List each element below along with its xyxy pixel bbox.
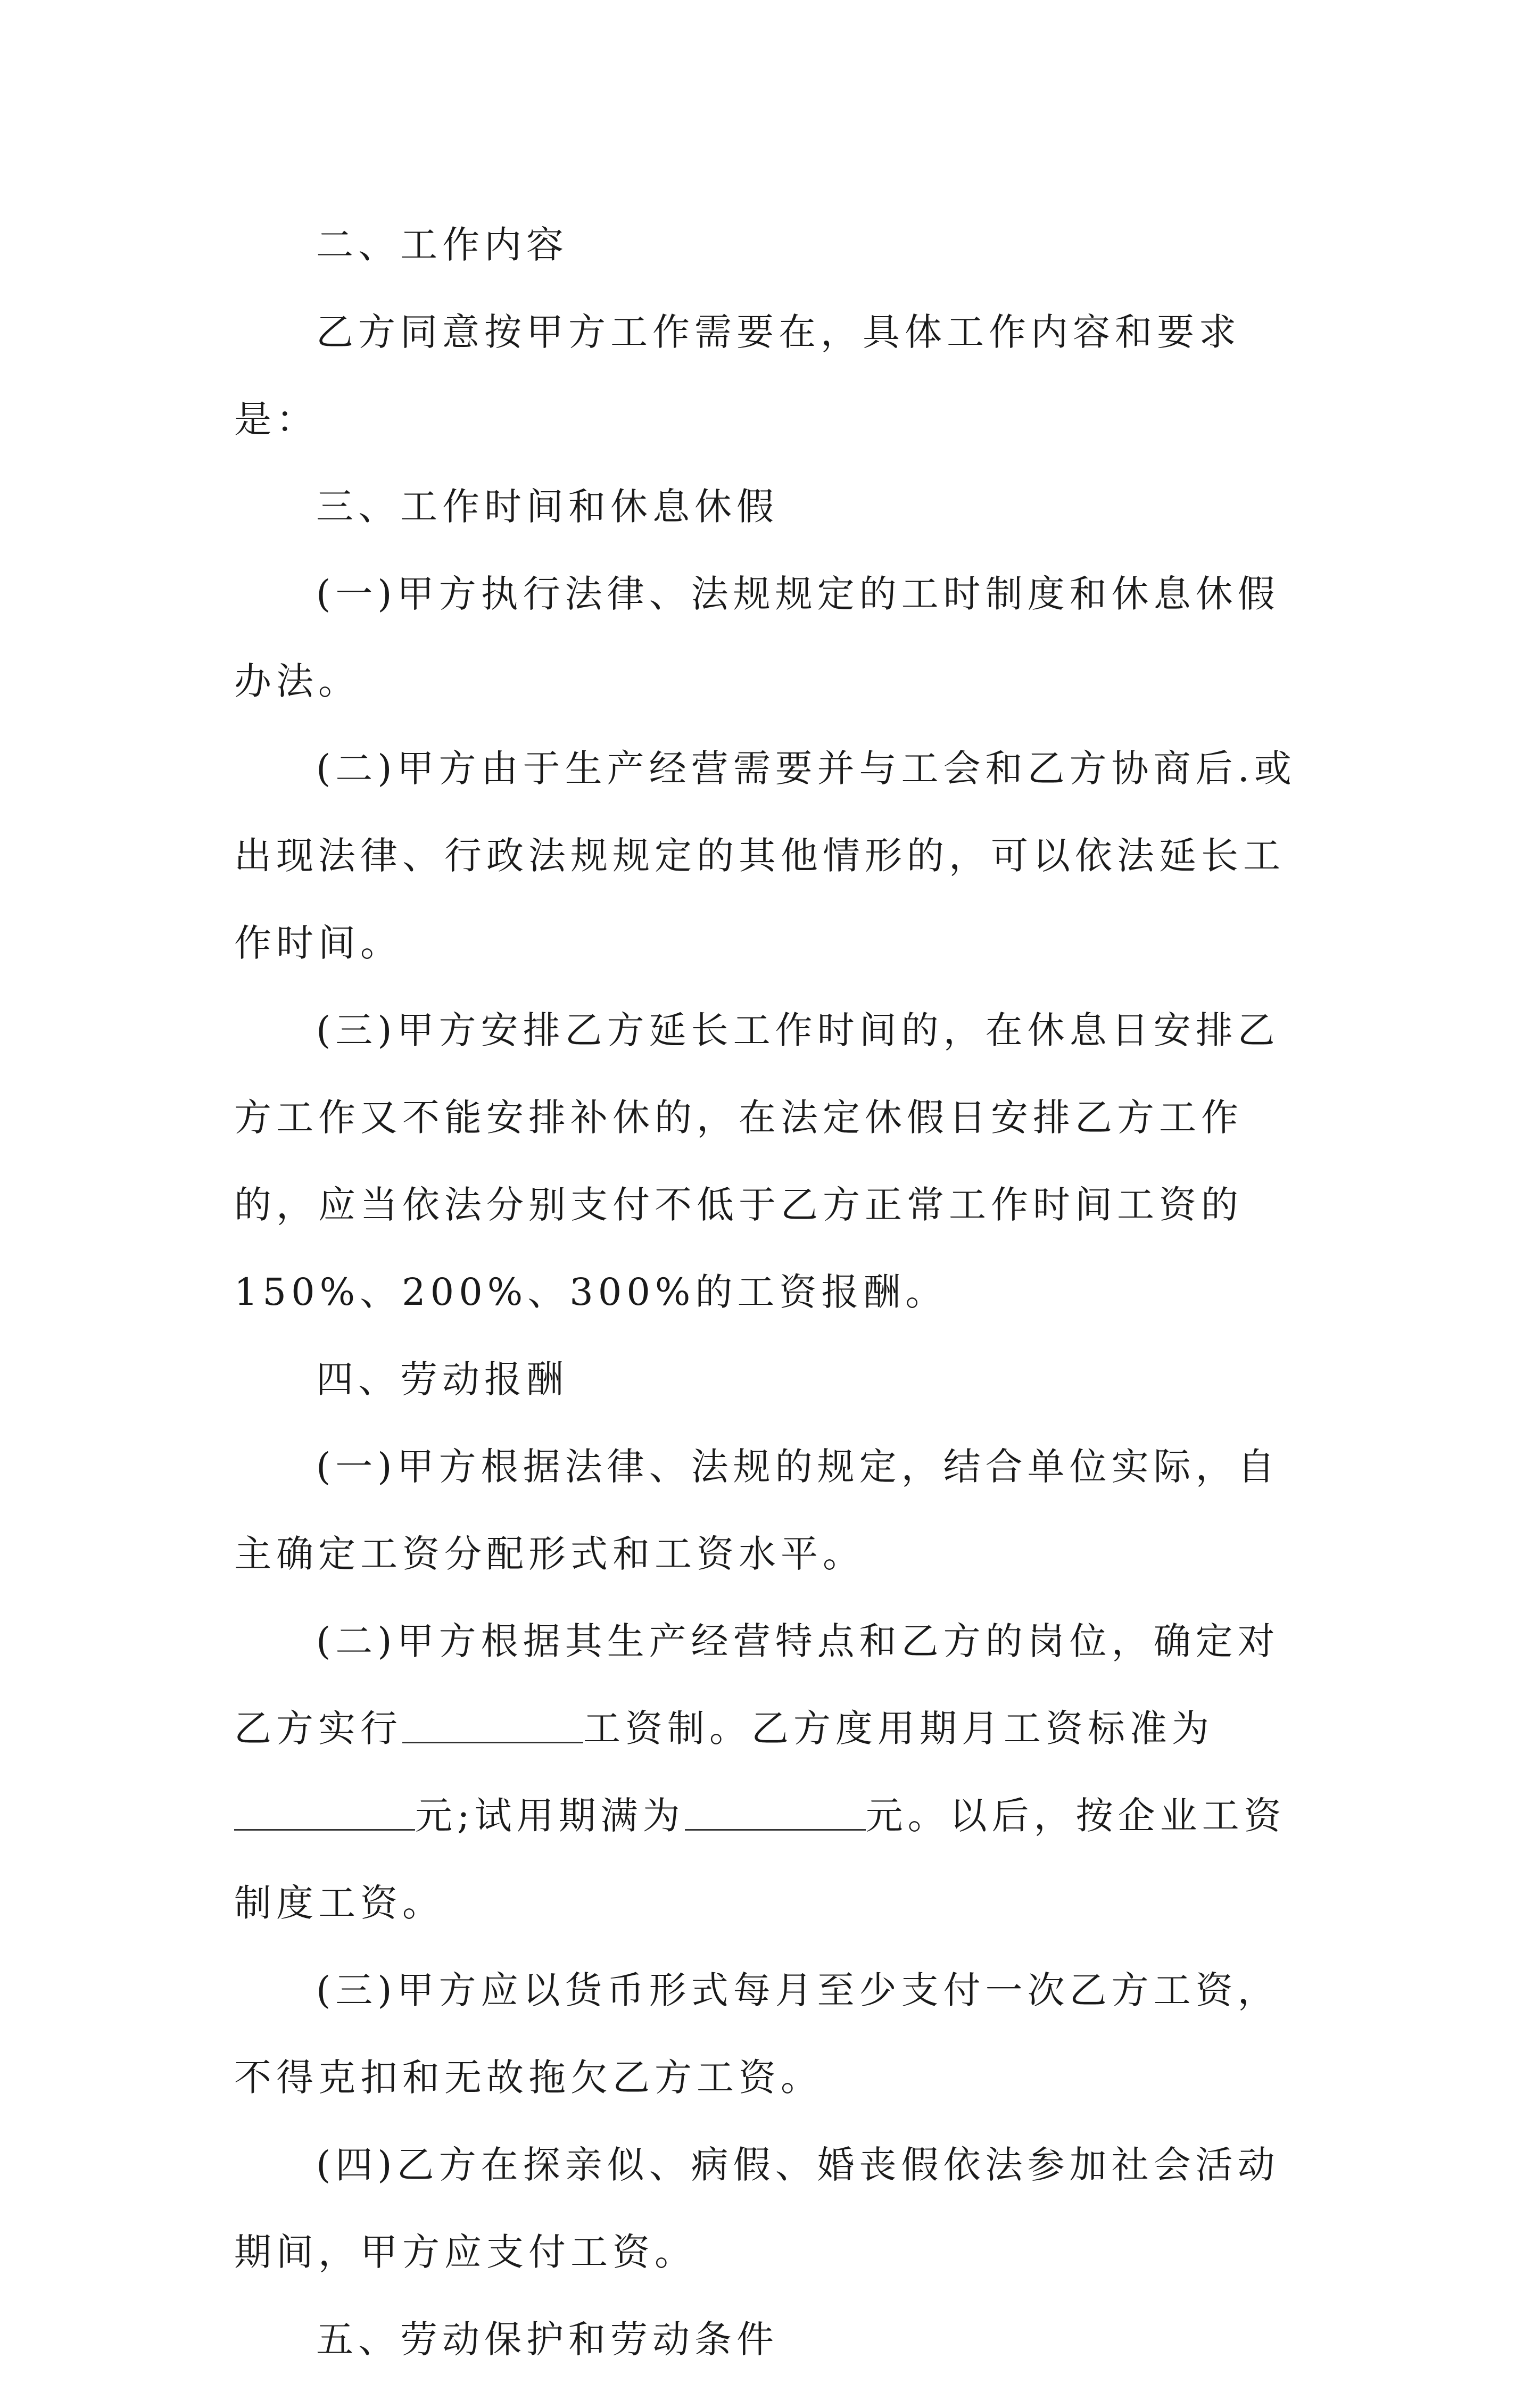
section-heading-working-hours: 三、工作时间和休息休假: [316, 485, 779, 528]
section-heading-remuneration: 四、劳动报酬: [316, 1358, 568, 1401]
clause-hours-1: (一)甲方执行法律、法规规定的工时制度和休息休假办法。: [234, 572, 1280, 703]
wage-clause-text-1: (二)甲方根据其生产经营特点和乙方的岗位，确定对乙方实行: [234, 1619, 1280, 1750]
paragraph-work-content: 乙方同意按甲方工作需要在，具体工作内容和要求是：: [234, 310, 1241, 441]
clause-remuneration-2: [234, 1598, 1314, 1947]
section-heading-work-content: 二、工作内容: [316, 223, 568, 267]
wage-clause-text-2: 工资制。乙方度用期月工资标准为: [583, 1707, 1214, 1750]
clause-remuneration-1: (一)甲方根据法律、法规的规定，结合单位实际，自主确定工资分配形式和工资水平。: [234, 1445, 1280, 1576]
wage-system-blank: [402, 1710, 583, 1743]
clause-hours-2: (二)甲方由于生产经营需要并与工会和乙方协商后.或出现法律、行政法规规定的其他情形的，可以依法延长工作时间。: [234, 747, 1296, 965]
wage-clause-text-3: 元;试用期满为: [415, 1794, 685, 1838]
clause-remuneration-4: (四)乙方在探亲似、病假、婚丧假依法参加社会活动期间，甲方应支付工资。: [234, 2143, 1280, 2274]
clause-hours-3: (三)甲方安排乙方延长工作时间的，在休息日安排乙方工作又不能安排补休的，在法定休假日安排乙方工作的，应当依法分别支付不低于乙方正常工作时间工资的150%、200%、300%的工资报酬。: [234, 1008, 1280, 1314]
probation-wage-blank: [234, 1797, 415, 1831]
wage-clause-text-4: 元。以后，按企业工资制度工资。: [234, 1794, 1286, 1925]
post-probation-wage-blank: [685, 1797, 866, 1831]
document-body: [234, 201, 1314, 2383]
section-heading-labor-protection: 五、劳动保护和劳动条件: [316, 2318, 779, 2361]
clause-remuneration-3: (三)甲方应以货币形式每月至少支付一次乙方工资，不得克扣和无故拖欠乙方工资。: [234, 1968, 1280, 2099]
